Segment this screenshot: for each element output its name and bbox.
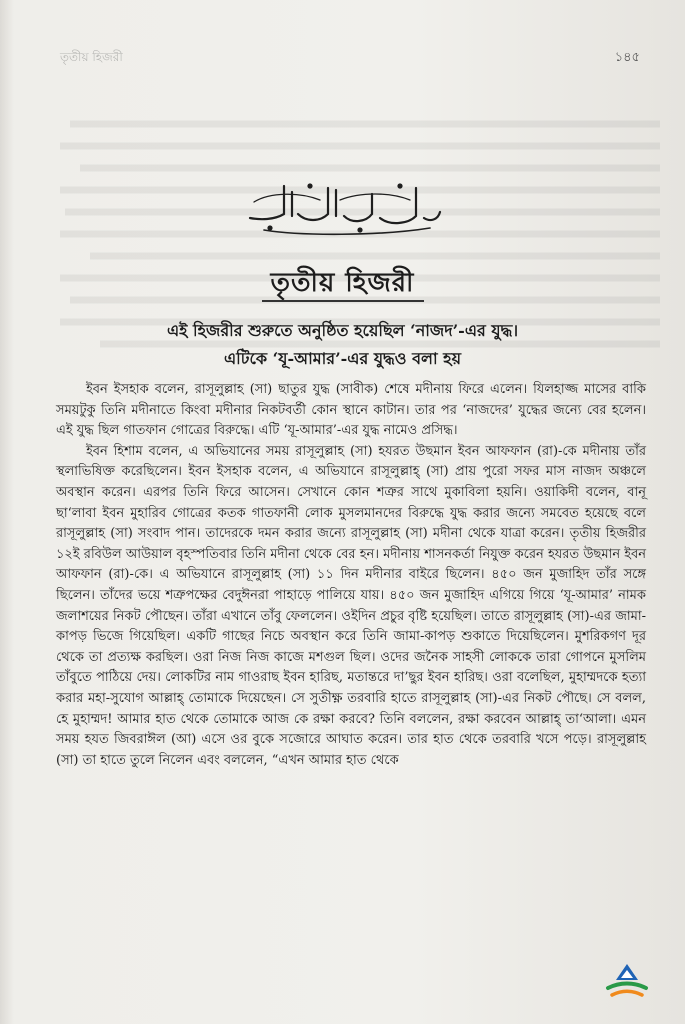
subtitle-line-2: এটিকে ‘যূ-আমার’-এর যুদ্ধও বলা হয়	[224, 349, 461, 368]
subtitle-line-1: এই হিজরীর শুরুতে অনুষ্ঠিত হয়েছিল ‘নাজদ’-এর যুদ্ধ।	[166, 321, 519, 340]
publisher-logo-icon	[604, 962, 650, 1002]
page-number: ১৪৫	[614, 50, 640, 65]
chapter-title: তৃতীয় হিজরী	[270, 268, 415, 298]
running-header	[60, 48, 640, 69]
title-underline	[262, 300, 424, 302]
bismillah-calligraphy	[240, 178, 445, 236]
bismillah-text: بِسْمِ اللهِ الرَّحْمٰنِ الرَّحِيْمِ	[336, 232, 348, 233]
paragraph-1: ইবন ইসহাক বলেন, রাসূলুল্লাহ (সা) ছাতুর যুদ্ধ (সাবীক) শেষে মদীনায় ফিরে এলেন। যিলহাজ্জ মাসের বাকি সময়টুকু তিনি মদীনাতে কিংবা মদীনার নিকটবর্তী কোন স্থানে কাটান। তার পর ‘নাজদের’ যুদ্ধের জন্যে বের হলেন। এই যুদ্ধ ছিল গাতফান গোত্রের বিরুদ্ধে। এটি ‘যূ-আমার’-এর যুদ্ধ নামেও প্রসিদ্ধ।	[56, 382, 646, 439]
body-text	[56, 380, 646, 771]
paragraph-2: ইবন হিশাম বলেন, এ অভিযানের সময় রাসূলুল্লাহ (সা) হযরত উছমান ইবন আফফান (রা)-কে মদীনায় তাঁর স্থলাভিষিক্ত করেছিলেন। ইবন ইসহাক বলেন, এ অভিযানে রাসূলুল্লাহ্ (সা) প্রায় পুরো সফর মাস নাজদ অঞ্চলে অবস্থান করেন। এরপর তিনি ফিরে আসেন। সেখানে কোন শত্রুর সাথে মুকাবিলা হয়নি। ওয়াকিদী বলেন, বানূ ছা‘লাবা ইবন মুহারিব গোত্রের কতক গাতফানী লোক মুসলমানদের বিরুদ্ধে যুদ্ধ করার জন্যে সমবেত হয়েছে বলে রাসূলুল্লাহ (সা) সংবাদ পান। তাদেরকে দমন করার জন্যে রাসূলুল্লাহ (সা) মদীনা থেকে যাত্রা করেন। তৃতীয় হিজরীর ১২ই রবিউল আউয়াল বৃহস্পতিবার তিনি মদীনা থেকে বের হন। মদীনায় শাসনকর্তা নিযুক্ত করেন হযরত উছমান ইবন আফফান (রা)-কে। এ অভিযানে রাসূলুল্লাহ (সা) ১১ দিন মদীনার বাইরে ছিলেন। ৪৫০ জন মুজাহিদ তাঁর সঙ্গে ছিলেন। তাঁদের ভয়ে শত্রুপক্ষের বেদুঈনরা পাহাড়ে পালিয়ে যায়। ৪৫০ জন মুজাহিদ এগিয়ে গিয়ে ‘যূ-আমার’ নামক জলাশয়ের নিকট পৌছেন। তাঁরা এখানে তাঁবু ফেললেন। ওইদিন প্রচুর বৃষ্টি হয়েছিল। তাতে রাসূলুল্লাহ (সা)-এর জামা-কাপড় ভিজে গিয়েছিল। একটি গাছের নিচে অবস্থান করে তিনি জামা-কাপড় শুকাতে দিয়েছিলেন। মুশরিকগণ দূর থেকে তা প্রত্যক্ষ করছিল। ওরা নিজ নিজ কাজে মশগুল ছিল। ওদের জনৈক সাহসী লোককে তারা গোপনে মুসলিম তাঁবুতে পাঠিয়ে দেয়। লোকটির নাম গাওরাছ ইবন হারিছ, মতান্তরে দা’ছুর ইবন হারিছ। ওরা বলেছিল, মুহাম্মদকে হত্যা করার মহা-সুযোগ আল্লাহ্ তোমাকে দিয়েছেন। সে সুতীক্ষ্ণ তরবারি হাতে রাসূলুল্লাহ (সা)-এর নিকট পৌছে। সে বলল, হে মুহাম্মদ! আমার হাত থেকে তোমাকে আজ কে রক্ষা করবে? তিনি বললেন, রক্ষা করবেন আল্লাহ্ তা‘আলা। এমন সময় হযত জিবরাঈল (আ) এসে ওর বুকে সজোরে আঘাত করেন। তার হাত থেকে তরবারি খসে পড়ে। রাসূলুল্লাহ (সা) তা হাতে তুলে নিলেন এবং বললেন, “এখন আমার হাত থেকে	[56, 443, 646, 768]
running-title: তৃতীয় হিজরী	[60, 50, 123, 64]
